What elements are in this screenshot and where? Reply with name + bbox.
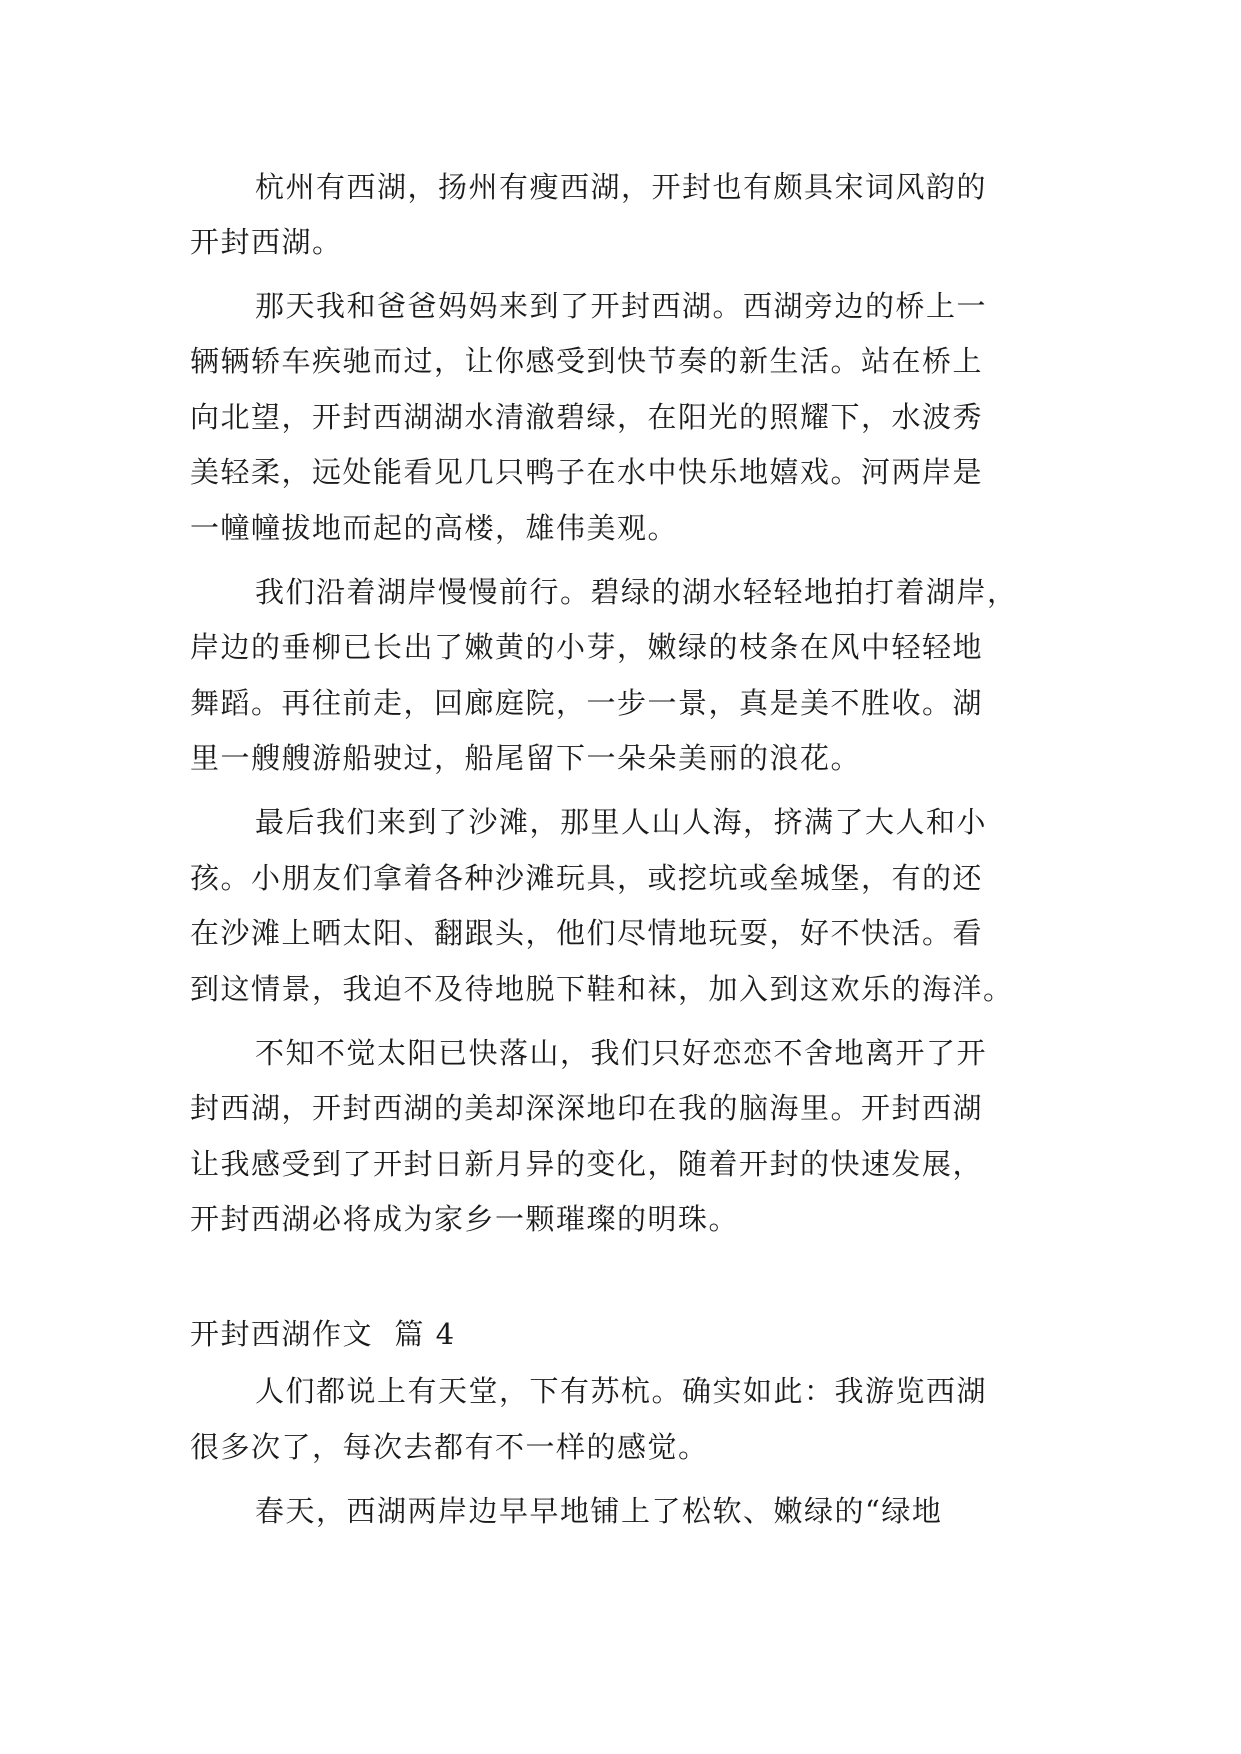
paragraph-4-line-3: 在沙滩上晒太阳、翻跟头，他们尽情地玩耍，好不快活。看 bbox=[190, 916, 984, 950]
paragraph-2-line-1: 那天我和爸爸妈妈来到了开封西湖。西湖旁边的桥上一 bbox=[255, 289, 988, 323]
paragraph-2-line-3: 向北望，开封西湖湖水清澈碧绿，在阳光的照耀下，水波秀 bbox=[190, 400, 984, 434]
paragraph-2-line-5: 一幢幢拔地而起的高楼，雄伟美观。 bbox=[190, 511, 679, 545]
paragraph-3-line-3: 舞蹈。再往前走，回廊庭院，一步一景，真是美不胜收。湖 bbox=[190, 686, 984, 720]
paragraph-5-line-4: 开封西湖必将成为家乡一颗璀璨的明珠。 bbox=[190, 1202, 740, 1236]
paragraph-6-line-2: 很多次了，每次去都有不一样的感觉。 bbox=[190, 1430, 709, 1464]
paragraph-4-line-1: 最后我们来到了沙滩，那里人山人海，挤满了大人和小 bbox=[255, 805, 988, 839]
paragraph-6-line-1: 人们都说上有天堂，下有苏杭。确实如此：我游览西湖 bbox=[255, 1374, 988, 1408]
paragraph-5-line-3: 让我感受到了开封日新月异的变化，随着开封的快速发展， bbox=[190, 1147, 984, 1181]
paragraph-1-line-2: 开封西湖。 bbox=[190, 225, 343, 259]
paragraph-3-line-2: 岸边的垂柳已长出了嫩黄的小芽，嫩绿的枝条在风中轻轻地 bbox=[190, 630, 984, 664]
paragraph-7-line-1: 春天，西湖两岸边早早地铺上了松软、嫩绿的“绿地 bbox=[255, 1494, 943, 1528]
paragraph-4-line-2: 孩。小朋友们拿着各种沙滩玩具，或挖坑或垒城堡，有的还 bbox=[190, 861, 984, 895]
paragraph-4-line-4: 到这情景，我迫不及待地脱下鞋和袜，加入到这欢乐的海洋。 bbox=[190, 972, 1014, 1006]
paragraph-3-line-1: 我们沿着湖岸慢慢前行。碧绿的湖水轻轻地拍打着湖岸， bbox=[255, 575, 1018, 609]
paragraph-1-line-1: 杭州有西湖，扬州有瘦西湖，开封也有颇具宋词风韵的 bbox=[255, 170, 988, 204]
paragraph-5-line-1: 不知不觉太阳已快落山，我们只好恋恋不舍地离开了开 bbox=[255, 1036, 988, 1070]
paragraph-5-line-2: 封西湖，开封西湖的美却深深地印在我的脑海里。开封西湖 bbox=[190, 1091, 984, 1125]
paragraph-2-line-2: 辆辆轿车疾驰而过，让你感受到快节奏的新生活。站在桥上 bbox=[190, 344, 984, 378]
paragraph-2-line-4: 美轻柔，远处能看见几只鸭子在水中快乐地嬉戏。河两岸是 bbox=[190, 455, 984, 489]
paragraph-3-line-4: 里一艘艘游船驶过，船尾留下一朵朵美丽的浪花。 bbox=[190, 741, 862, 775]
section-heading: 开封西湖作文 篇 4 bbox=[190, 1317, 456, 1351]
